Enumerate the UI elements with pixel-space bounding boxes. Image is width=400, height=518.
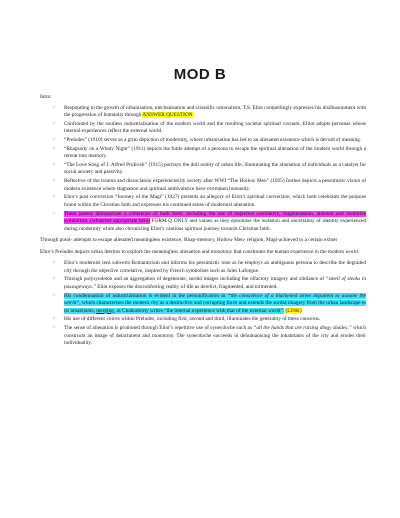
through-points-paragraph: Through point- attempts to escape alienated meaningless existence, Rhap-memory, Hollow Men- religion, Magi-achieved to a certain extnet	[40, 237, 337, 244]
highlight-yellow: ANSWER QUESTION	[142, 112, 193, 119]
quote-italic: “all the hands that are raising dingy shades,”	[253, 324, 352, 331]
quote-italic: “smell of steaks in passageways.”	[64, 276, 366, 290]
list-item-text: Responding to the growth of urbanisation, mechanisation and scientific rationalism, T.S. Eliot compellingly expresses his disillusionment with the progression of humanity through	[64, 104, 366, 119]
list-item	[54, 105, 366, 120]
highlight-cyan-quote: “the conscience of a blackened street impatient to assume the world”,	[64, 292, 366, 307]
list-item-text: Through polysyndeton and an aggregation of degenerate, sordid images including the olfactory imagery and sibilance of	[64, 276, 326, 283]
list-item	[54, 211, 366, 234]
page-title: MOD B	[173, 66, 227, 83]
highlight-magenta: These poems demonstrate a coherence of both form, including the use of objective correlative, fragmentation, allusion and inventive symbolism, (whatever appropriate here)	[64, 210, 366, 225]
highlight-yellow-link: (LINK)	[285, 307, 302, 314]
list-item-text: “Preludes” (1910) serves as a grim depiction of modernity, where urbanisation has led to an alienated existence which is devoid of meaning.	[64, 136, 362, 143]
list-item	[54, 146, 366, 161]
list-item-text: His use of different voices within Preludes, including first, second and third, illuminates the generality of these concerns.	[64, 316, 321, 323]
list-item	[54, 194, 366, 209]
list-item	[54, 260, 366, 275]
list-item-text: FORM Q ONLY and values as they epitomise the isolation and uncertainty of identity experienced during modernity while also chronicling Eliot’s cautious spiritual journey towards Christian faith.	[64, 218, 366, 232]
list-item	[54, 316, 366, 324]
intro-list	[40, 105, 366, 234]
list-item	[54, 325, 366, 348]
underlined-word: merging	[96, 307, 114, 314]
list-item-text: The sense of alienation is promoted through Eliot’s repetitive use of synecdoche such as	[64, 324, 254, 331]
list-item-text: Reflective of the trauma and dissociation experienced by society after WWI “The Hollow Men” (1925) further depicts a pessimistic vision of modern existence where stagnation and spiritual ambivalence have overtaken humanity.	[64, 178, 366, 192]
highlight-cyan: , as Chakraborty writes “the internal experience with that of the external world”.	[113, 307, 285, 314]
list-item	[54, 293, 366, 316]
list-item-text: Eliot’s post conversion “Journey of the Magi” (1927) presents an allegory of Eliot’s spiritual conversion, which both celebrates the purpose found within the Christian faith and expresses his continued sense of modernist alienation.	[64, 194, 366, 208]
list-item-text: “The Love Song of J. Alfred Prufrock” (1915) portrays the dull reality of urban life, illuminating the alienation of individuals as a catalyst for social anxiety and passivity.	[64, 161, 366, 176]
list-item-text: Eliot exposes the discomforting reality of life as derelict, fragmented, and tormented.	[95, 283, 278, 290]
list-item	[54, 178, 366, 193]
preludes-intro-paragraph: Eliot’s Preludes depicts urban detritus to explore the meaningless alienation and monotony that constitutes the human experience in the modern world.	[40, 248, 360, 255]
list-item	[54, 137, 366, 145]
preludes-list	[40, 260, 366, 347]
highlight-cyan: which characterises the modern city as a destructive and corrupting force and extends the sordid imagery from the urban landscape to its inhabitants,	[64, 300, 366, 314]
highlight-cyan: His condemnation of industrialisation is evident in the personification in	[64, 292, 228, 299]
list-item	[54, 276, 366, 291]
document-body	[40, 94, 366, 349]
list-item-text: Confronted by the soulless industrialisation of the modern world and the resulting societal spiritual vacuum, Elliot adopts personas whose internal experiences reflect the external world.	[64, 120, 366, 135]
list-item-text: Eliot’s modernist lens subverts Romanticism and informs his pessimistic tone as he employs an ambiguous persona to describe the degraded city through the objective correlative, inspired by French symbolists such as Jules Laforgue.	[64, 260, 366, 274]
list-item-text: “Rhapsody on a Windy Night” (1911) depicts the futile attempt of a persona to escape the spiritual alienation of the modern world through a retreat into memory.	[64, 145, 366, 160]
list-item-text: which constructs an image of detachment and monotony. The synecdoche succeeds in dehumanising the inhabitants of the city and erodes their individuality.	[64, 324, 366, 347]
list-item	[54, 121, 366, 136]
intro-label: Intro:	[40, 94, 52, 100]
list-item	[54, 162, 366, 177]
